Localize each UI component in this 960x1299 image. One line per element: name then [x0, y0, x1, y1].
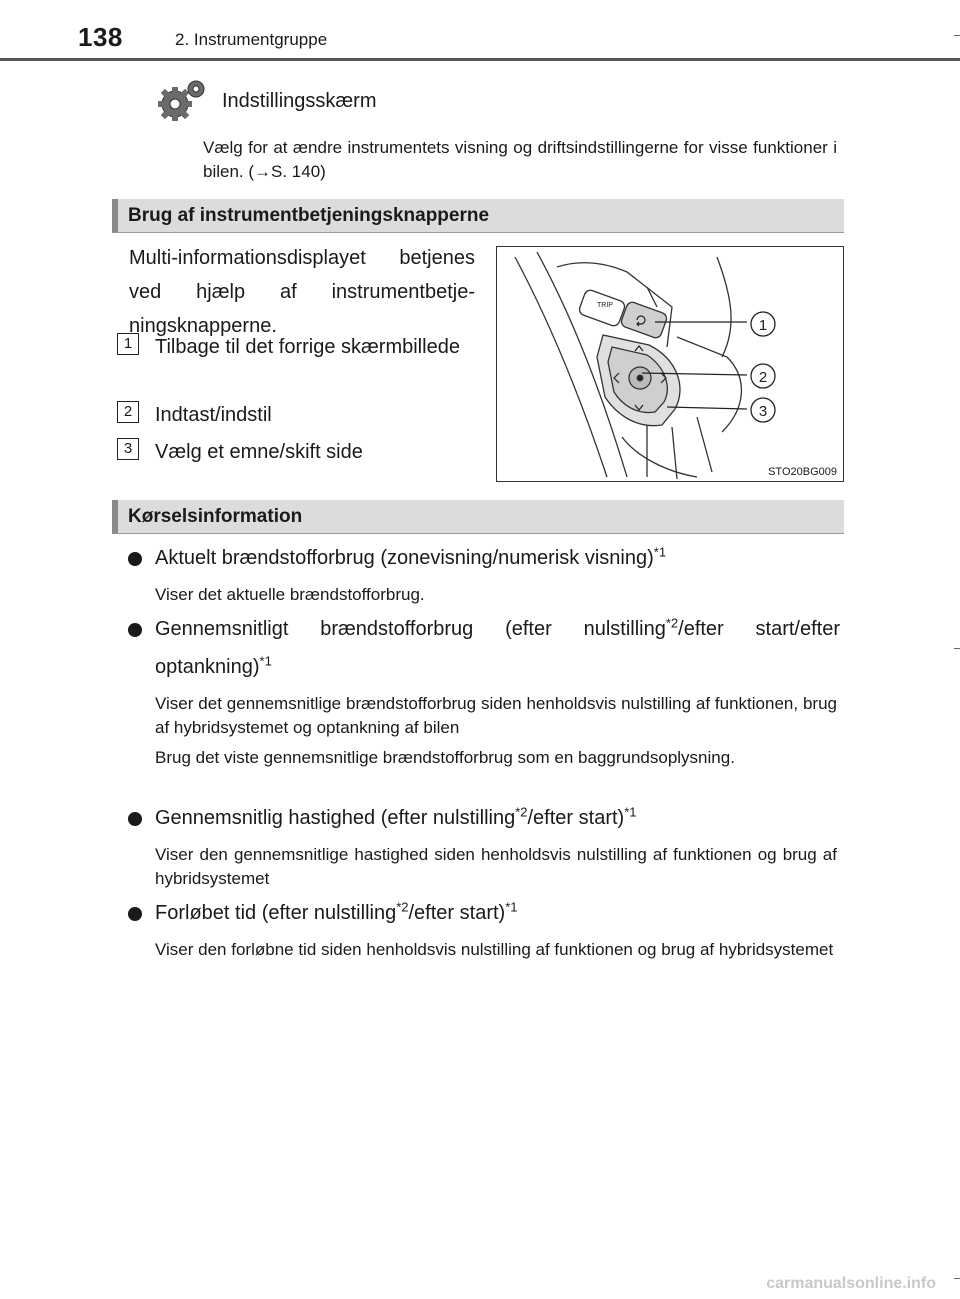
- bullet-description: Viser den gennemsnitlige hastighed siden henholdsvis nulstilling af funktionen og brug af hybridsystemet: [155, 845, 837, 888]
- intro-text: Multi-informationsdisplayet betjenes ved hjælp af instrumentbetjeningsknapperne.: [129, 247, 475, 337]
- bullet-dot: [128, 812, 142, 826]
- item-number: 2: [117, 401, 139, 423]
- callout-1: 1: [758, 317, 768, 334]
- steering-wheel-switch-drawing: [497, 247, 843, 481]
- bullet-description: Brug det viste gennemsnitlige brændstofforbrug som en baggrundsoplysning.: [155, 748, 735, 767]
- section-heading: [112, 500, 844, 534]
- bullet-title: Forløbet tid (efter nulstilling$^{*2}$/efter start)$^{*1}$: [155, 899, 518, 924]
- steering-switch-illustration: [496, 246, 844, 482]
- item-number: 1: [117, 333, 139, 355]
- crop-mark: [954, 35, 960, 36]
- section-heading: [112, 199, 844, 233]
- page-number: 138: [78, 22, 123, 52]
- bullet-description: Viser den forløbne tid siden henholdsvis nulstilling af funktionen og brug af hybridsystemet: [155, 940, 834, 959]
- bullet-dot: [128, 552, 142, 566]
- crop-mark: [954, 1278, 960, 1279]
- bullet-title: Gennemsnitligt brændstofforbrug (efter nulstilling$^{*2}$/efter start/efter optankning)$^{*1}$: [155, 615, 840, 678]
- item-text: Vælg et emne/skift side: [155, 441, 363, 463]
- figure-code: STO20BG009: [768, 466, 837, 478]
- bullet-dot: [128, 623, 142, 637]
- callout-3: 3: [758, 403, 768, 420]
- bullet-dot: [128, 907, 142, 921]
- header-divider: [0, 58, 960, 61]
- settings-title: Indstillingsskærm: [222, 90, 377, 112]
- item-text: Tilbage til det forrige skærmbillede: [155, 336, 460, 358]
- item-text: Indtast/indstil: [155, 404, 272, 426]
- crop-mark: [954, 648, 960, 649]
- gear-icon: [155, 76, 211, 126]
- callout-2: 2: [758, 369, 768, 386]
- bullet-title: Gennemsnitlig hastighed (efter nulstilling$^{*2}$/efter start)$^{*1}$: [155, 804, 637, 829]
- section-heading-text: Kørselsinformation: [128, 506, 303, 527]
- trip-label: TRIP: [597, 302, 613, 309]
- bullet-title: Aktuelt brændstofforbrug (zonevisning/numerisk visning)$^{*1}$: [155, 544, 667, 569]
- settings-description: Vælg for at ændre instrumentets visning og driftsindstillingerne for visse funktioner i bilen. (→S. 140): [203, 138, 837, 181]
- chapter-title: 2. Instrumentgruppe: [175, 30, 328, 49]
- bullet-description: Viser det gennemsnitlige brændstofforbrug siden henholdsvis nulstilling af funktionen, brug af hybridsystemet og optankning af bilen: [155, 694, 837, 737]
- item-number: 3: [117, 438, 139, 460]
- section-heading-text: Brug af instrumentbetjeningsknapperne: [128, 205, 490, 226]
- watermark: carmanualsonline.info: [766, 1275, 936, 1292]
- bullet-description: Viser det aktuelle brændstofforbrug.: [155, 585, 425, 604]
